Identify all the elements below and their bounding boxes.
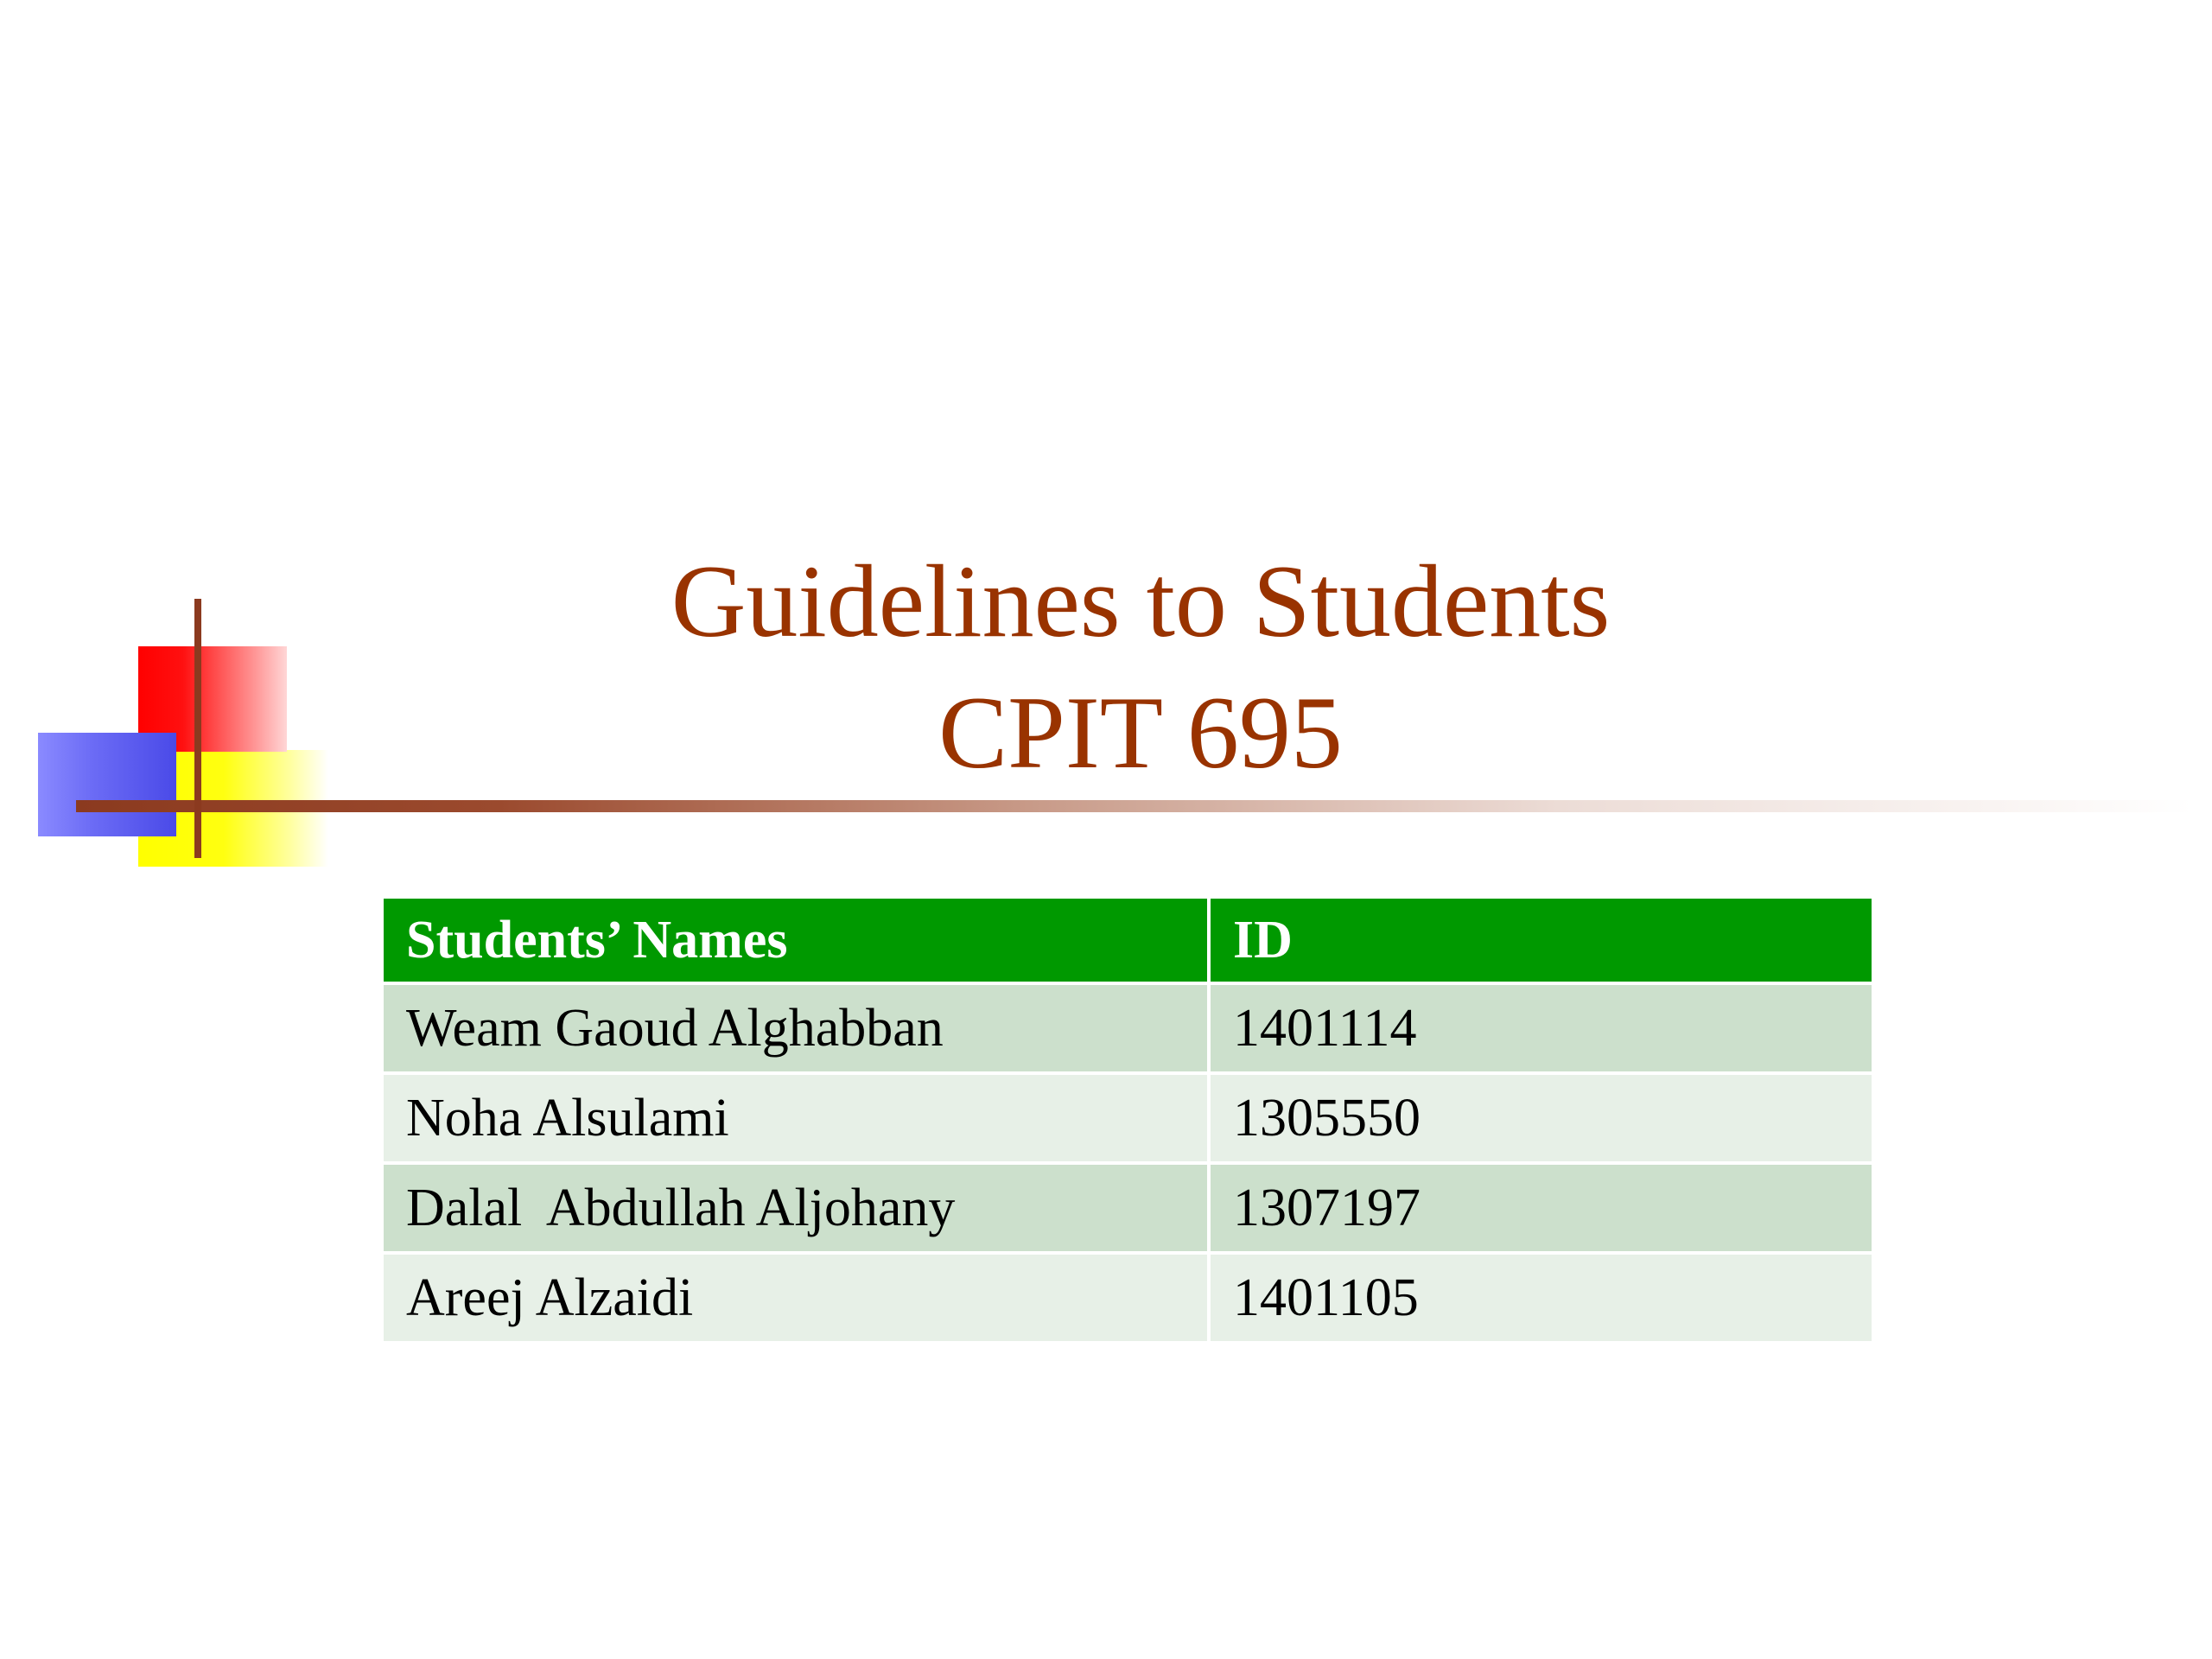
slide-title bbox=[432, 536, 1849, 798]
decorative-blue-square bbox=[38, 733, 176, 836]
students-table bbox=[380, 895, 1875, 1344]
table-row bbox=[382, 983, 1873, 1073]
student-id-cell: 1307197 bbox=[1209, 1163, 1873, 1253]
table-row bbox=[382, 1163, 1873, 1253]
table-row bbox=[382, 1073, 1873, 1163]
student-name-cell: Noha Alsulami bbox=[382, 1073, 1209, 1163]
decorative-horizontal-line bbox=[76, 800, 2193, 812]
student-name-cell: Weam Gaoud Alghabban bbox=[382, 983, 1209, 1073]
table-header-row bbox=[382, 897, 1873, 983]
student-name-cell: Areej Alzaidi bbox=[382, 1253, 1209, 1343]
student-name-cell: Dalal Abdullah Aljohany bbox=[382, 1163, 1209, 1253]
column-header-id: ID bbox=[1209, 897, 1873, 983]
student-id-cell: 1401114 bbox=[1209, 983, 1873, 1073]
slide-title-line2: CPIT 695 bbox=[938, 675, 1343, 790]
student-id-cell: 1305550 bbox=[1209, 1073, 1873, 1163]
column-header-names: Students’ Names bbox=[382, 897, 1209, 983]
decorative-vertical-line bbox=[194, 599, 201, 858]
table-row bbox=[382, 1253, 1873, 1343]
slide-title-line1: Guidelines to Students bbox=[671, 543, 1611, 658]
student-id-cell: 1401105 bbox=[1209, 1253, 1873, 1343]
